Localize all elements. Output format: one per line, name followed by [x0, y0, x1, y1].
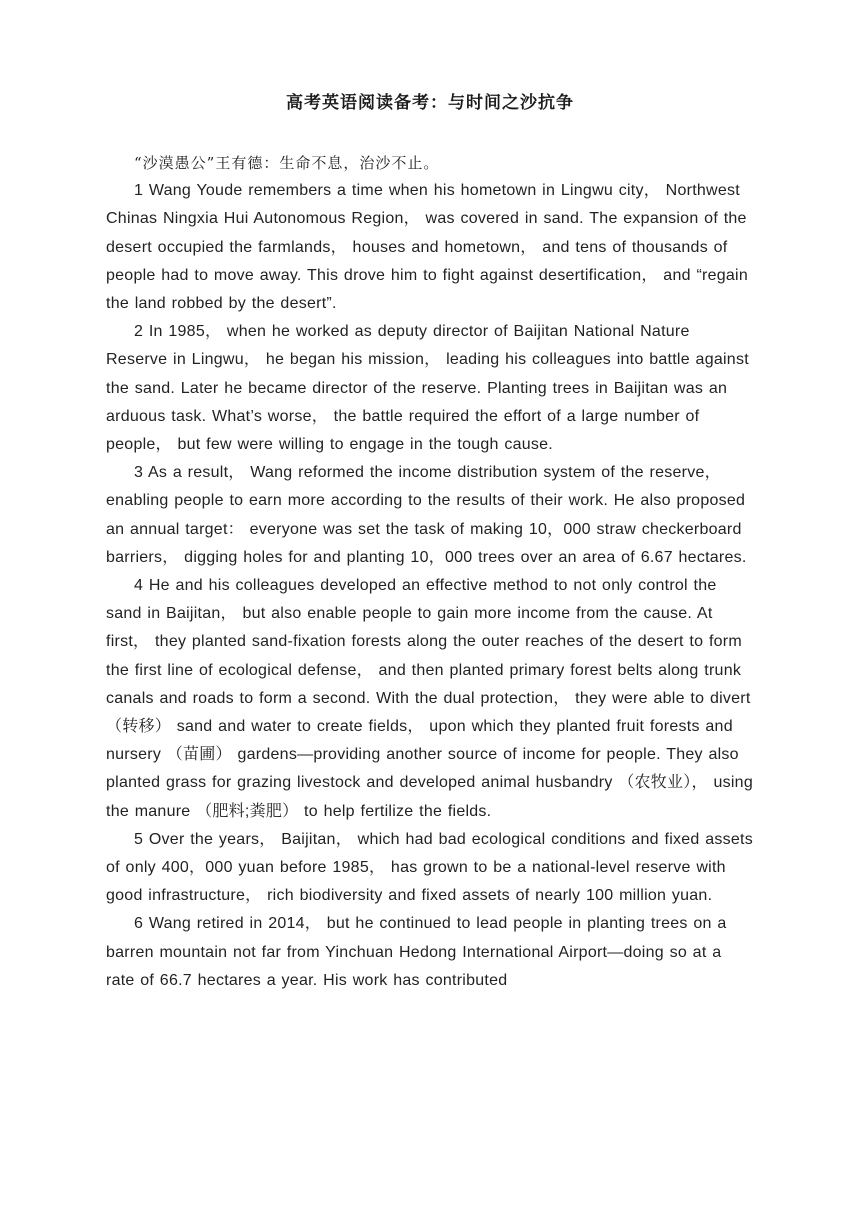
paragraph-2: 2 In 1985， when he worked as deputy director of Baijitan National Nature Reserve in Lingwu， he began his mission， leading his colleagues into battle against the sand. Later he became director of the reserve. Planting trees in Baijitan was an arduous task. What’s worse， the battle required the effort of a large number of people， but few were willing to engage in the tough cause.: [106, 323, 749, 454]
paragraph-3: 3 As a result， Wang reformed the income distribution system of the reserve， enabling people to earn more according to the results of their work. He also proposed an annual target： everyone was set the task of making 10，000 straw checkerboard barriers， digging holes for and planting 10，000 trees over an area of 6.67 hectares.: [106, 464, 747, 566]
paragraph-1: 1 Wang Youde remembers a time when his hometown in Lingwu city， Northwest Chinas Ningxia Hui Autonomous Region， was covered in sand. The expansion of the desert occupied the farmlands， houses and hometown， and tens of thousands of people had to move away. This drove him to fight against desertification， and “regain the land robbed by the desert”.: [106, 182, 748, 313]
subtitle-line: “沙漠愚公”王有德：生命不息，治沙不止。: [134, 154, 440, 172]
document-body: [106, 149, 754, 995]
paragraph-5: 5 Over the years， Baijitan， which had bad ecological conditions and fixed assets of only 400，000 yuan before 1985， has grown to be a national-level reserve with good infrastructure， rich biodiversity and fixed assets of nearly 100 million yuan.: [106, 830, 753, 905]
paragraph-6: 6 Wang retired in 2014， but he continued to lead people in planting trees on a barren mountain not far from Yinchuan Hedong International Airport—doing so at a rate of 66.7 hectares a year. His work has contributed: [106, 915, 727, 989]
paragraph-4: 4 He and his colleagues developed an effective method to not only control the sand in Baijitan， but also enable people to gain more income from the cause. At first， they planted sand-fixation forests along the outer reaches of the desert to form the first line of ecological defense， and then planted primary forest belts along trunk canals and roads to form a second. With the dual protection， they were able to divert （转移） sand and water to create fields， upon which they planted fruit forests and nursery （苗圃） gardens—providing another source of income for people. They also planted grass for grazing livestock and developed animal husbandry （农牧业）， using the manure （肥料;粪肥） to help fertilize the fields.: [106, 577, 753, 820]
document-title: 高考英语阅读备考：与时间之沙抗争: [286, 93, 574, 113]
